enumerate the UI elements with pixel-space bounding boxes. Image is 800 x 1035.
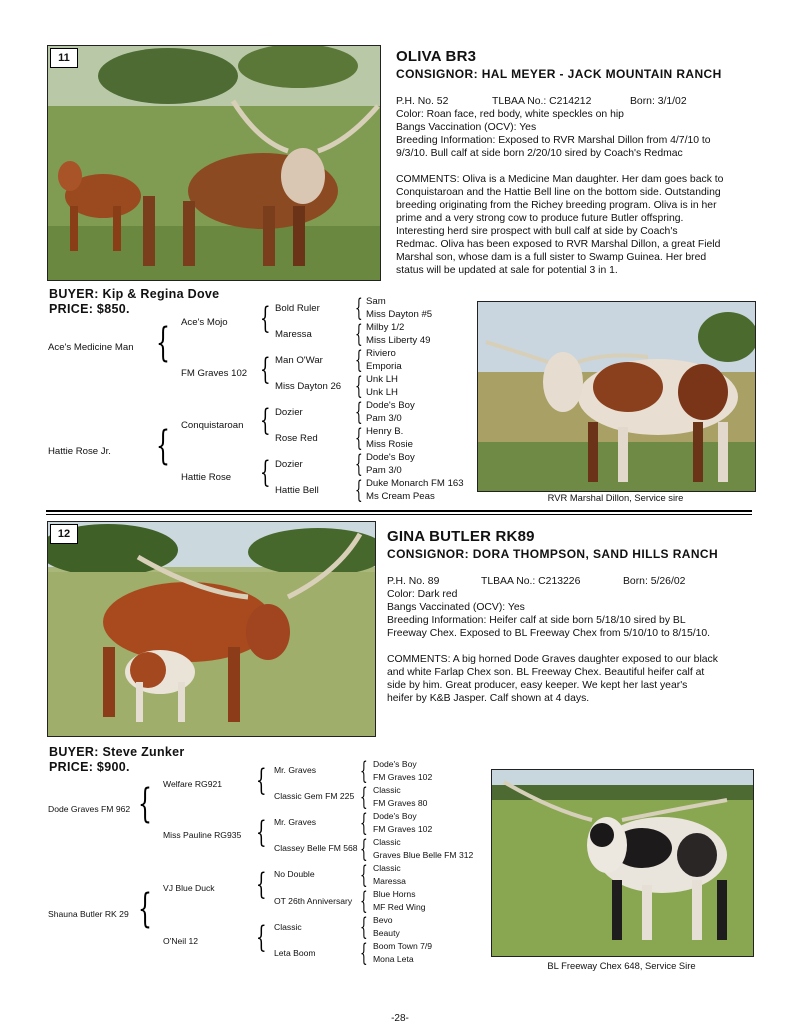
lot-number: 11	[50, 48, 78, 68]
brace: {	[355, 320, 363, 348]
pedigree-gen2: Miss Pauline RG935	[163, 830, 242, 840]
section-divider	[46, 510, 752, 512]
brace: {	[156, 423, 170, 469]
section-divider	[46, 514, 752, 515]
lot-photo	[47, 521, 376, 737]
pedigree-gen4: Unk LH	[366, 387, 398, 398]
pedigree-gen4: Mona Leta	[373, 954, 414, 964]
comments-line: heifer by K&B Jasper. Calf shown at 4 days.	[387, 693, 590, 704]
comments-line: Interesting herd sire prospect with bull calf at side by Coach's	[396, 226, 678, 237]
pedigree-gen4: Bevo	[373, 915, 393, 925]
brace: {	[156, 320, 170, 366]
brace: {	[260, 352, 271, 387]
pedigree-dam: Hattie Rose Jr.	[48, 446, 111, 457]
pedigree-gen4: FM Graves 80	[373, 798, 428, 808]
brace: {	[355, 294, 363, 322]
brace: {	[360, 809, 368, 837]
comments-line: Conquistaroan and the Hattie Bell line on the bottom side. Outstanding	[396, 187, 721, 198]
brace: {	[360, 939, 368, 967]
brace: {	[256, 920, 267, 955]
pedigree-gen4: Blue Horns	[373, 889, 416, 899]
registration-row	[396, 95, 723, 108]
comments-line: and white Farlap Chex son. BL Freeway Chex. Beautiful heifer calf at	[387, 667, 705, 678]
pedigree-gen3: Bold Ruler	[275, 303, 320, 314]
service-sire-photo	[477, 301, 756, 492]
pedigree-gen4: Dode's Boy	[366, 400, 415, 411]
brace: {	[355, 450, 363, 478]
pedigree-gen4: Pam 3/0	[366, 465, 402, 476]
brace: {	[260, 301, 271, 336]
comments-line: status will be updated at sale for potential 3 in 1.	[396, 265, 618, 276]
pedigree-gen3: Miss Dayton 26	[275, 381, 342, 392]
ph-number: P.H. No. 52	[396, 96, 449, 107]
pedigree-gen4: Riviero	[366, 348, 396, 359]
pedigree-gen3: Mr. Graves	[274, 817, 317, 827]
comments-line: breeding originating from the Richey breeding program. Oliva is in her	[396, 200, 717, 211]
brace: {	[355, 372, 363, 400]
born-date: Born: 3/1/02	[630, 96, 687, 107]
lot-info	[396, 95, 723, 277]
pedigree-gen2: Ace's Mojo	[181, 317, 228, 328]
pedigree-gen3: Rose Red	[275, 433, 318, 444]
breeding-line: Breeding Information: Heifer calf at side born 5/18/10 sired by BL	[387, 615, 686, 626]
brace: {	[138, 781, 152, 827]
photo-cow-and-calf	[48, 46, 380, 280]
ph-number: P.H. No. 89	[387, 576, 440, 587]
pedigree-gen3: Classey Belle FM 568	[274, 843, 358, 853]
pedigree-gen4: Milby 1/2	[366, 322, 405, 333]
page-number: -28-	[391, 1013, 409, 1024]
pedigree-gen4: Classic	[373, 837, 401, 847]
registration-row	[387, 575, 718, 588]
pedigree-gen3: Dozier	[275, 407, 303, 418]
brace: {	[260, 403, 271, 438]
breeding-line: Freeway Chex. Exposed to BL Freeway Chex from 5/10/10 to 8/15/10.	[387, 628, 711, 639]
lot-name: GINA BUTLER RK89	[387, 528, 535, 545]
color-text: Color: Dark red	[387, 589, 458, 600]
pedigree-gen4: FM Graves 102	[373, 772, 433, 782]
consignor: CONSIGNOR: DORA THOMPSON, SAND HILLS RANCH	[387, 547, 719, 561]
price: PRICE: $900.	[49, 760, 130, 774]
pedigree-gen4: MF Red Wing	[373, 902, 426, 912]
lot-name: OLIVA BR3	[396, 48, 477, 65]
pedigree-gen4: Maressa	[373, 876, 406, 886]
color-text: Color: Roan face, red body, white speckles on hip	[396, 109, 624, 120]
pedigree-gen4: Miss Liberty 49	[366, 335, 431, 346]
brace: {	[360, 887, 368, 915]
pedigree-gen4: Dode's Boy	[373, 811, 417, 821]
pedigree-gen3: Leta Boom	[274, 948, 316, 958]
pedigree-gen3: Dozier	[275, 459, 303, 470]
comments-line: Redmac. Oliva has been exposed to RVR Marshal Dillon, a great Field	[396, 239, 721, 250]
brace: {	[256, 867, 267, 902]
pedigree-gen4: Ms Cream Peas	[366, 491, 435, 502]
pedigree-gen2: O'Neil 12	[163, 936, 199, 946]
buyer-price	[49, 745, 185, 775]
brace: {	[138, 886, 152, 932]
brace: {	[360, 783, 368, 811]
buyer: BUYER: Kip & Regina Dove	[49, 287, 220, 301]
pedigree-gen4: Dode's Boy	[373, 759, 417, 769]
pedigree-gen3: Maressa	[275, 329, 312, 340]
pedigree-gen2: Hattie Rose	[181, 472, 232, 483]
pedigree-gen4: Emporia	[366, 361, 402, 372]
pedigree-gen4: Miss Rosie	[366, 439, 413, 450]
photo-bull	[492, 770, 753, 956]
pedigree-gen4: Miss Dayton #5	[366, 309, 433, 320]
pedigree-gen2: Conquistaroan	[181, 420, 244, 431]
pedigree-sire: Ace's Medicine Man	[48, 342, 134, 353]
tlbaa-number: TLBAA No.: C213226	[481, 576, 581, 587]
lot-number: 12	[50, 524, 78, 544]
brace: {	[355, 424, 363, 452]
brace: {	[355, 476, 363, 504]
comments-line: COMMENTS: Oliva is a Medicine Man daughter. Her dam goes back to	[396, 174, 724, 185]
brace: {	[260, 455, 271, 490]
pedigree-gen3: Man O'War	[275, 355, 323, 366]
pedigree-gen2: Welfare RG921	[163, 779, 223, 789]
pedigree-gen4: Unk LH	[366, 374, 398, 385]
pedigree-gen4: Classic	[373, 785, 401, 795]
buyer-price	[49, 287, 219, 317]
photo-caption: BL Freeway Chex 648, Service Sire	[547, 960, 696, 971]
pedigree-gen4: FM Graves 102	[373, 824, 433, 834]
pedigree-gen4: Pam 3/0	[366, 413, 402, 424]
comments-line: prime and a very strong cow to produce future Butler offspring.	[396, 213, 684, 224]
pedigree-gen3: OT 26th Anniversary	[274, 896, 353, 906]
comments-line: Marshal son, whose dam is a full sister to Swamp Guinea. Her bred	[396, 252, 707, 263]
brace: {	[256, 815, 267, 850]
tlbaa-number: TLBAA No.: C214212	[492, 96, 592, 107]
bangs-text: Bangs Vaccination (OCV): Yes	[396, 122, 537, 133]
pedigree-gen4: Graves Blue Belle FM 312	[373, 850, 474, 860]
pedigree-gen4: Duke Monarch FM 163	[366, 478, 464, 489]
pedigree-gen4: Sam	[366, 296, 386, 307]
service-sire-photo	[491, 769, 754, 957]
buyer: BUYER: Steve Zunker	[49, 745, 185, 759]
price: PRICE: $850.	[49, 302, 130, 316]
brace: {	[360, 913, 368, 941]
pedigree-gen3: Classic	[274, 922, 302, 932]
photo-cow-and-calf	[48, 522, 375, 736]
pedigree-gen4: Dode's Boy	[366, 452, 415, 463]
brace: {	[355, 398, 363, 426]
lot-info	[387, 575, 718, 705]
pedigree-gen3: Classic Gem FM 225	[274, 791, 355, 801]
pedigree-gen4: Boom Town 7/9	[373, 941, 433, 951]
consignor: CONSIGNOR: HAL MEYER - JACK MOUNTAIN RANCH	[396, 67, 722, 81]
pedigree-gen4: Henry B.	[366, 426, 404, 437]
pedigree-gen2: FM Graves 102	[181, 368, 248, 379]
comments-line: side by him. Great producer, easy keeper. We kept her last year's	[387, 680, 688, 691]
brace: {	[360, 757, 368, 785]
pedigree-gen4: Beauty	[373, 928, 400, 938]
pedigree-gen2: VJ Blue Duck	[163, 883, 215, 893]
pedigree-gen3: No Double	[274, 869, 315, 879]
pedigree-gen3: Hattie Bell	[275, 485, 319, 496]
comments-line: COMMENTS: A big horned Dode Graves daughter exposed to our black	[387, 654, 718, 665]
pedigree-dam: Shauna Butler RK 29	[48, 909, 129, 919]
bangs-text: Bangs Vaccinated (OCV): Yes	[387, 602, 525, 613]
brace: {	[360, 861, 368, 889]
brace: {	[360, 835, 368, 863]
pedigree-gen4: Classic	[373, 863, 401, 873]
breeding-line: Breeding Information: Exposed to RVR Marshal Dillon from 4/7/10 to	[396, 135, 711, 146]
lot-photo	[47, 45, 381, 281]
born-date: Born: 5/26/02	[623, 576, 686, 587]
photo-caption: RVR Marshal Dillon, Service sire	[547, 492, 684, 503]
brace: {	[355, 346, 363, 374]
brace: {	[256, 763, 267, 798]
pedigree-sire: Dode Graves FM 962	[48, 804, 131, 814]
pedigree-gen3: Mr. Graves	[274, 765, 317, 775]
photo-bull	[478, 302, 755, 491]
breeding-line: 9/3/10. Bull calf at side born 2/20/10 sired by Coach's Redmac	[396, 148, 683, 159]
